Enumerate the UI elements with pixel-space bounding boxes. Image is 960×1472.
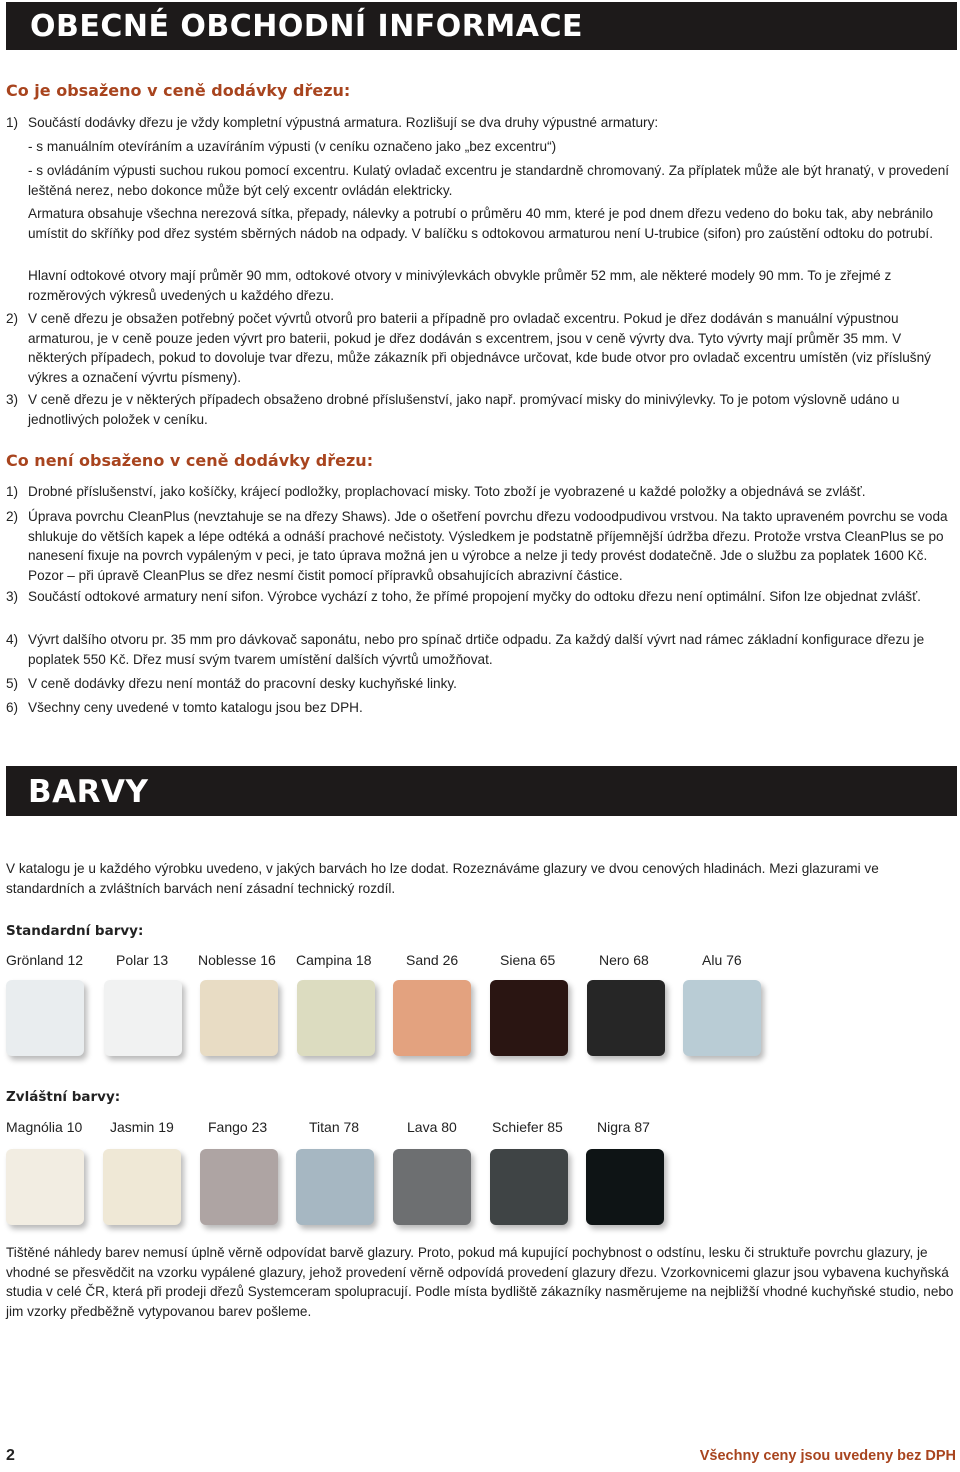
color-swatch-nero [587,980,665,1056]
color-label-alu: Alu 76 [702,952,742,968]
color-label-noblesse: Noblesse 16 [198,952,276,968]
list-number: 2) [6,509,19,524]
colors-disclaimer: Tištěné náhledy barev nemusí úplně věrně odpovídat barvě glazury. Proto, pokud má kupující pochybnost o odstínu, lesku či struktuře povrchu glazury, je vhodné se přesvědčit na vzorku vypálené glazury, jehož provedení věrně odpovídá provedení glazury dřezu. Vzorkovnicemi glazur jsou vybavena kuchyňská studia v celé ČR, která při prodeji dřezů Systemceram spolupracují. Podle místa bydliště zákazníky nasměrujeme na nejbližší vhodné kuchyňské studio, nebo jim vzorky předběžně vytypovanou barev pošleme. [6,1245,954,1319]
list-number: 6) [6,700,19,715]
list-item-text: Vývrt dalšího otvoru pr. 35 mm pro dávkovač saponátu, nebo pro spínač drtiče odpadu. Za každý další vývrt nad rámec základní konfigurace dřezu je poplatek 550 Kč. Dřez musí svým tvarem umístění dalších vývrtů umožňovat. [28,632,925,667]
color-swatch-fango [200,1149,278,1225]
list-number: 3) [6,392,19,407]
color-label-jasmin: Jasmin 19 [110,1119,174,1135]
list-number: 2) [6,311,19,326]
section-title-not-included: Co není obsaženo v ceně dodávky dřezu: [6,451,374,470]
color-swatch-sand [393,980,471,1056]
color-swatch-noblesse [200,980,278,1056]
list-item-text: - s manuálním otevíráním a uzavíráním výpusti (v ceníku označeno jako „bez excentru“) [28,139,557,154]
list-item-text: V ceně dodávky dřezu není montáž do pracovní desky kuchyňské linky. [28,676,457,691]
color-swatch-jasmin [103,1149,181,1225]
section-title-included: Co je obsaženo v ceně dodávky dřezu: [6,81,351,100]
color-swatch-magnolia [6,1149,84,1225]
section-header-colors: BARVY [6,766,957,816]
color-swatch-campina [297,980,375,1056]
list-item-text: V ceně dřezu je obsažen potřebný počet vývrtů otvorů pro baterii a případně pro ovladač excentru. Pokud je dřez dodáván s manuální výpustnou armaturou, je v ceně pouze jeden vývrt pro baterii, pokud je dřez dodáván s excentrem, jsou v ceně vývrty dva. Tyto vývrty mají průměr 35 mm. V některých případech, pokud to dovoluje tvar dřezu, může zákazník při objednávce určovat, kde bude otvor pro ovladač excentru umístěn (viz příslušný výkres a označení vývrtu písmeny). [28,311,931,385]
color-label-fango: Fango 23 [208,1119,268,1135]
color-label-magnolia: Magnólia 10 [6,1119,83,1135]
standard-colors-title: Standardní barvy: [6,923,144,939]
color-label-campina: Campina 18 [296,952,372,968]
footer-price-note: Všechny ceny jsou uvedeny bez DPH [699,1448,956,1464]
list-item-text: Součástí odtokové armatury není sifon. Výrobce vychází z toho, že přímé propojení myčky do odtoku dřezu není optimální. Sifon lze objednat zvlášť. [28,589,921,604]
list-number: 5) [6,676,19,691]
color-swatch-siena [490,980,568,1056]
list-number: 1) [6,484,19,499]
color-label-lava: Lava 80 [407,1119,457,1135]
color-swatch-schiefer [490,1149,568,1225]
color-swatch-polar [104,980,182,1056]
list-item-text: Všechny ceny uvedené v tomto katalogu jsou bez DPH. [28,700,363,715]
color-label-nero: Nero 68 [599,952,649,968]
list-item-text: V ceně dřezu je v některých případech obsaženo drobné příslušenství, jako např. promývací misky do minivýlevky. To je potom výslovně udáno u jednotlivých položek v ceníku. [28,392,900,427]
color-label-sand: Sand 26 [406,952,459,968]
list-number: 3) [6,589,19,604]
list-item-text: - s ovládáním výpusti suchou rukou pomocí excentru. Kulatý ovladač excentru je standardně chromovaný. Za příplatek může ale být hranatý, v provedení leštěná nerez, nebo dokonce může být celý excentr ovládán elektricky. [28,163,950,198]
color-label-titan: Titan 78 [309,1119,360,1135]
color-swatch-alu [683,980,761,1056]
color-label-gronland: Grönland 12 [6,952,84,968]
color-label-polar: Polar 13 [116,952,169,968]
color-label-siena: Siena 65 [500,952,556,968]
colors-intro: V katalogu je u každého výrobku uvedeno, v jakých barvách ho lze dodat. Rozeznáváme glazury ve dvou cenových hladinách. Mezi glazurami ve standardních a zvláštních barvách není zásadní technický rozdíl. [6,861,879,896]
color-label-nigra: Nigra 87 [597,1119,650,1135]
section-header-general-info: OBECNÉ OBCHODNÍ INFORMACE [6,2,957,50]
color-swatch-titan [296,1149,374,1225]
color-swatch-gronland [6,980,84,1056]
list-item-paragraph: Armatura obsahuje všechna nerezová sítka, přepady, nálevky a potrubí o průměru 40 mm, které je pod dnem dřezu vedeno do boku tak, aby nebránilo umístit do skříňky pod dřez systém sběrných nádob na odpady. V balíčku s odtokovou armaturou není U-trubice (sifon) pro zaústění odtoku do potrubí. [28,206,934,241]
color-swatch-lava [393,1149,471,1225]
page-number: 2 [6,1447,15,1464]
list-item-paragraph: Hlavní odtokové otvory mají průměr 90 mm, odtokové otvory v minivýlevkách obvykle průměr 52 mm, ale některé modely 90 mm. To je zřejmé z rozměrových výkresů uvedených u každého dřezu. [28,268,892,303]
list-item-text: Úprava povrchu CleanPlus (nevztahuje se na dřezy Shaws). Jde o ošetření povrchu dřezu vodoodpudivou vrstvou. Na takto upraveném povrchu se voda shlukuje do větších kapek a lépe odtéká a odnáší prachové nečistoty. Výsledkem je podstatně příjemnější údržba dřezu. Protože vrstva CleanPlus se po nanesení fixuje na povrch vypáleným v peci, je tato úprava možná jen u výrobce a nelze ji tedy provést dodatečně. Jde o službu za poplatek 1600 Kč. Pozor – při úpravě CleanPlus se dřez nesmí čistit pomocí přípravků obsahujících abrazivní částice. [28,509,948,583]
list-item-text: Součástí dodávky dřezu je vždy kompletní výpustná armatura. Rozlišují se dva druhy výpustné armatury: [28,115,659,130]
color-label-schiefer: Schiefer 85 [492,1119,563,1135]
color-swatch-nigra [586,1149,664,1225]
list-item-text: Drobné příslušenství, jako košíčky, krájecí podložky, proplachovací misky. Toto zboží je vyobrazené u každé položky a objednává se zvlášť. [28,484,866,499]
special-colors-title: Zvláštní barvy: [6,1089,121,1105]
list-number: 4) [6,632,19,647]
list-number: 1) [6,115,19,130]
